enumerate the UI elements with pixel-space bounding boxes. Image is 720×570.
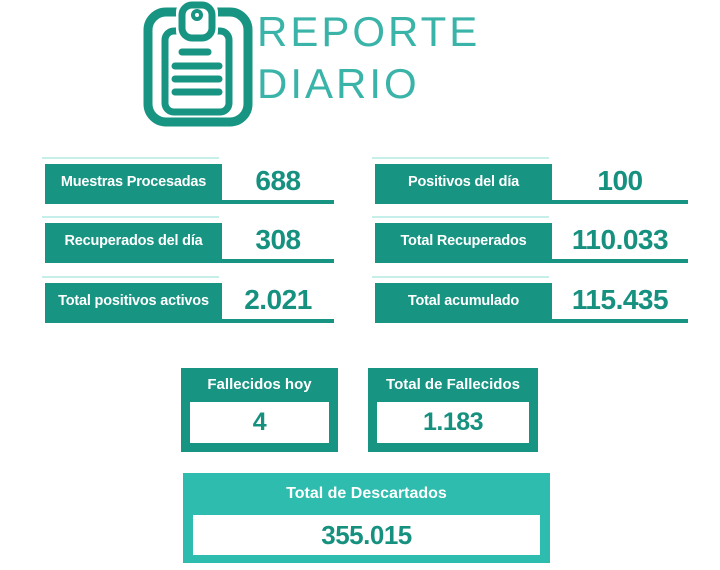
stat-label: Total Recuperados xyxy=(375,223,552,259)
stat-row-total-recuperados xyxy=(375,223,688,263)
card-fallecidos-hoy xyxy=(181,368,338,452)
card-total-de-fallecidos xyxy=(368,368,538,452)
card-label: Total de Descartados xyxy=(286,485,447,502)
card-value: 4 xyxy=(190,402,329,443)
stat-label: Total positivos activos xyxy=(45,283,222,319)
card-value: 355.015 xyxy=(193,515,540,555)
card-label: Fallecidos hoy xyxy=(207,376,312,393)
stat-label: Total acumulado xyxy=(375,283,552,319)
stat-label: Positivos del día xyxy=(375,164,552,200)
page-title xyxy=(257,6,480,110)
card-label: Total de Fallecidos xyxy=(386,376,520,393)
stat-row-total-positivos-activos xyxy=(45,283,334,323)
stat-value: 308 xyxy=(255,224,301,255)
stat-value: 688 xyxy=(255,165,301,196)
page-title-line1: REPORTE xyxy=(257,8,481,55)
stat-label: Muestras Procesadas xyxy=(45,164,222,200)
stat-row-positivos-del-dia xyxy=(375,164,688,204)
stat-value: 110.033 xyxy=(571,224,669,255)
clipboard-icon xyxy=(141,0,253,128)
stat-value: 100 xyxy=(597,165,643,196)
stat-row-total-acumulado xyxy=(375,283,688,323)
stat-row-recuperados-del-dia xyxy=(45,223,334,263)
stat-row-muestras-procesadas xyxy=(45,164,334,204)
stat-value: 2.021 xyxy=(244,284,312,315)
stat-label: Recuperados del día xyxy=(45,223,222,259)
card-total-de-descartados xyxy=(183,473,550,563)
card-value: 1.183 xyxy=(377,402,529,443)
stat-value: 115.435 xyxy=(571,284,669,315)
page-title-line2: DIARIO xyxy=(257,60,420,107)
